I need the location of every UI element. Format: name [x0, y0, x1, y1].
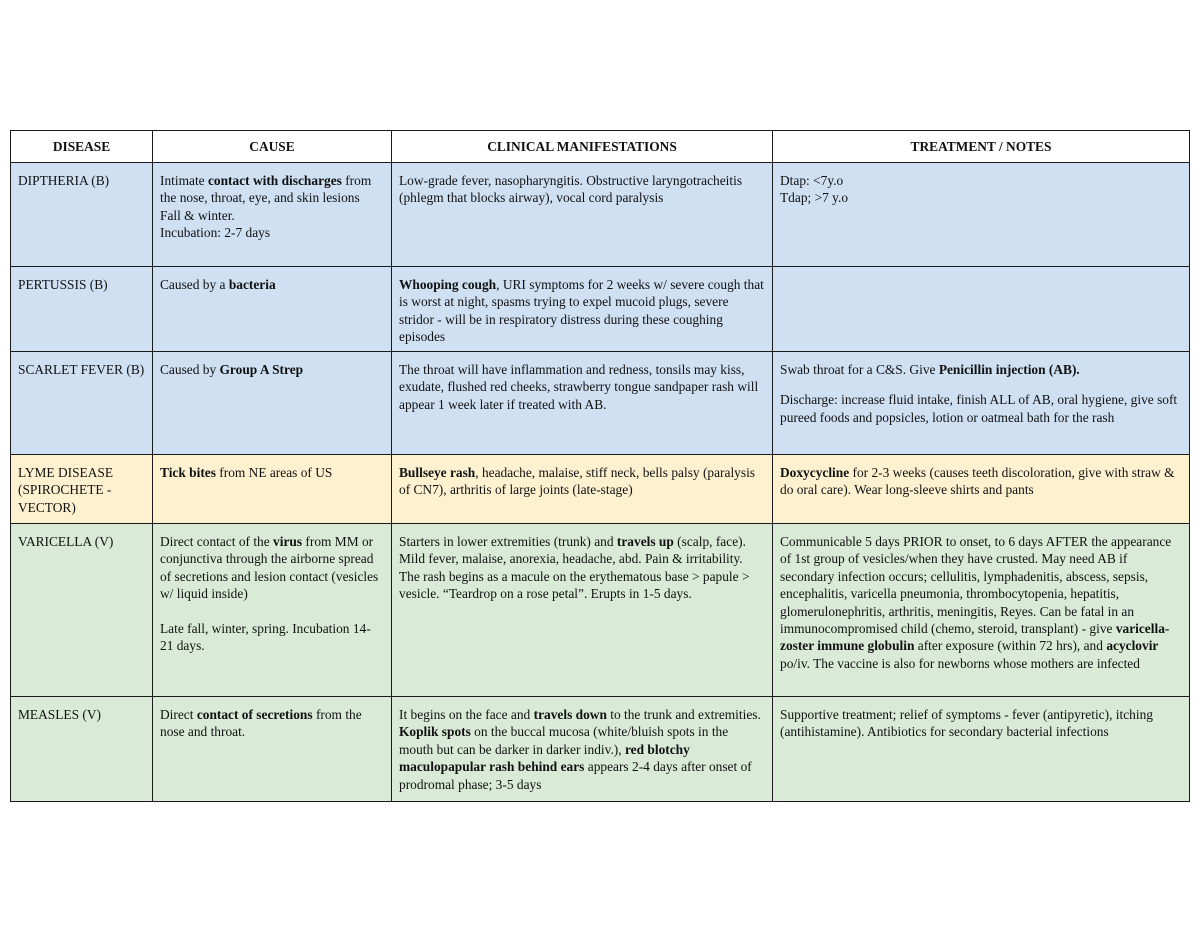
clinical-text: to the trunk and extremities.	[606, 707, 761, 722]
cause-bold-text: contact with discharges	[207, 173, 342, 188]
clinical-text: on the buccal mucosa (white/bluish spots in the mouth but can be darker in darker indiv.),	[399, 724, 729, 757]
table-row-pertussis	[11, 267, 1190, 352]
clinical-cell	[392, 267, 773, 352]
disease-name: PERTUSSIS (B)	[18, 277, 108, 292]
table-row-lyme-disease	[11, 455, 1190, 524]
clinical-cell	[392, 697, 773, 802]
clinical-cell	[392, 163, 773, 267]
clinical-cell	[392, 455, 773, 524]
disease-name: LYME DISEASE (SPIROCHETE - VECTOR)	[18, 465, 113, 515]
disease-cell	[11, 524, 153, 697]
disease-name: VARICELLA (V)	[18, 534, 114, 549]
cause-text: Caused by a	[160, 277, 229, 292]
cause-bold-text: bacteria	[228, 277, 276, 292]
treatment-bold-text: Doxycycline	[780, 465, 850, 480]
cause-season: Late fall, winter, spring. Incubation 14-21 days.	[160, 620, 371, 654]
treatment-cell	[773, 267, 1190, 352]
cause-text: Direct contact of the	[160, 534, 274, 549]
cause-bold-text: virus	[273, 534, 303, 549]
disease-cell	[11, 352, 153, 455]
clinical-text: The throat will have inflammation and redness, tonsils may kiss, exudate, flushed red cheeks, strawberry tongue sandpaper rash will appear 1 week later if treated with AB.	[399, 362, 759, 412]
treatment-bold-text: Penicillin injection (AB).	[938, 362, 1080, 377]
disease-cell	[11, 697, 153, 802]
treatment-text: Communicable 5 days PRIOR to onset, to 6 days AFTER the appearance of 1st group of vesicles/when they have crusted. May need AB if secondary infection occurs; cellulitis, lymphadenitis, abscess, sepsis, encephalitis, varicella pneumonia, thrombocytopenia, hepatitis, glomerulonephritis, arthritis, meningitis, Reyes. Can be fatal in an immunocompromised child (chemo, steroid, transplant) - give	[780, 534, 1172, 637]
cause-text: from NE areas of US	[215, 465, 333, 480]
treatment-text: Dtap: <7y.o	[780, 173, 844, 188]
cause-cell	[153, 163, 392, 267]
clinical-text: Starters in lower extremities (trunk) and	[399, 534, 617, 549]
clinical-text: It begins on the face and	[399, 707, 534, 722]
clinical-bold-text: Koplik spots	[399, 724, 471, 740]
clinical-text: (scalp, face). Mild fever, malaise, anorexia, headache, abd. Pain & irritability. The rash begins as a macule on the erythematous base > papule > vesicle. “Teardrop on a rose petal”. Erupts in 1-5 days.	[399, 534, 750, 602]
cause-incubation: Incubation: 2-7 days	[160, 225, 271, 241]
clinical-bold-text: Bullseye rash	[399, 465, 476, 480]
treatment-cell	[773, 352, 1190, 455]
cause-text: from the nose, throat, eye, and skin lesions	[160, 173, 372, 206]
disease-name: DIPTHERIA (B)	[18, 173, 110, 188]
disease-table	[10, 130, 1190, 802]
treatment-cell	[773, 163, 1190, 267]
disease-cell	[11, 455, 153, 524]
treatment-cell	[773, 524, 1190, 697]
clinical-bold-text: red blotchy maculopapular rash behind ears	[399, 741, 690, 775]
cause-season: Fall & winter.	[160, 207, 235, 223]
clinical-cell	[392, 352, 773, 455]
cause-text: from MM or conjunctiva through the airborne spread of secretions and lesion contact (vesicles w/ liquid inside)	[160, 534, 379, 602]
clinical-bold-text: Whooping cough	[399, 277, 497, 292]
header-treatment-notes: TREATMENT / NOTES	[773, 131, 1190, 163]
cause-text: Direct	[160, 707, 197, 722]
cause-text: Intimate	[160, 173, 208, 188]
treatment-text: after exposure (within 72 hrs), and	[914, 638, 1107, 654]
header-clinical-manifestations: CLINICAL MANIFESTATIONS	[392, 131, 773, 163]
clinical-text: , headache, malaise, stiff neck, bells palsy (paralysis of CN7), arthritis of large joints (late-stage)	[399, 465, 756, 498]
treatment-discharge-text: Discharge: increase fluid intake, finish ALL of AB, oral hygiene, give soft pureed foods and popsicles, lotion or oatmeal bath for the rash	[780, 392, 1178, 425]
table-row-diptheria	[11, 163, 1190, 267]
treatment-text: Supportive treatment; relief of symptoms - fever (antipyretic), itching (antihistamine). Antibiotics for secondary bacterial infections	[780, 707, 1153, 740]
disease-cell	[11, 267, 153, 352]
cause-bold-text: Tick bites	[160, 465, 216, 480]
treatment-bold-text: acyclovir	[1106, 638, 1159, 654]
treatment-text: for 2-3 weeks (causes teeth discoloration, give with straw & do oral care). Wear long-sleeve shirts and pants	[780, 465, 1175, 498]
treatment-bold-text: varicella-zoster immune globulin	[780, 621, 1170, 654]
treatment-text: Swab throat for a C&S. Give	[780, 362, 939, 377]
disease-cell	[11, 163, 153, 267]
cause-cell	[153, 352, 392, 455]
cause-text: Caused by	[160, 362, 220, 377]
cause-bold-text: contact of secretions	[196, 707, 313, 722]
cause-cell	[153, 455, 392, 524]
cause-bold-text: Group A Strep	[219, 362, 304, 377]
header-row	[11, 131, 1190, 163]
clinical-bold-text: travels up	[616, 534, 674, 549]
header-disease: DISEASE	[11, 131, 153, 163]
table-row-measles	[11, 697, 1190, 802]
treatment-cell	[773, 697, 1190, 802]
treatment-text: Tdap; >7 y.o	[780, 190, 849, 206]
treatment-cell	[773, 455, 1190, 524]
table-row-varicella	[11, 524, 1190, 697]
disease-name: MEASLES (V)	[18, 707, 101, 722]
treatment-text: po/iv. The vaccine is also for newborns whose mothers are infected	[780, 655, 1140, 671]
clinical-text: appears 2-4 days after onset of prodromal phase; 3-5 days	[399, 759, 752, 792]
cause-cell	[153, 267, 392, 352]
cause-text: from the nose and throat.	[160, 707, 362, 740]
clinical-text: Low-grade fever, nasopharyngitis. Obstructive laryngotracheitis (phlegm that blocks airway), vocal cord paralysis	[399, 173, 743, 206]
header-cause: CAUSE	[153, 131, 392, 163]
cause-cell	[153, 697, 392, 802]
clinical-cell	[392, 524, 773, 697]
disease-name: SCARLET FEVER (B)	[18, 362, 145, 377]
clinical-text: , URI symptoms for 2 weeks w/ severe cough that is worst at night, spasms trying to expel mucoid plugs, severe stridor - will be in respiratory distress during these coughing episodes	[399, 277, 764, 345]
table-row-scarlet-fever	[11, 352, 1190, 455]
clinical-bold-text: travels down	[533, 707, 607, 722]
cause-cell	[153, 524, 392, 697]
